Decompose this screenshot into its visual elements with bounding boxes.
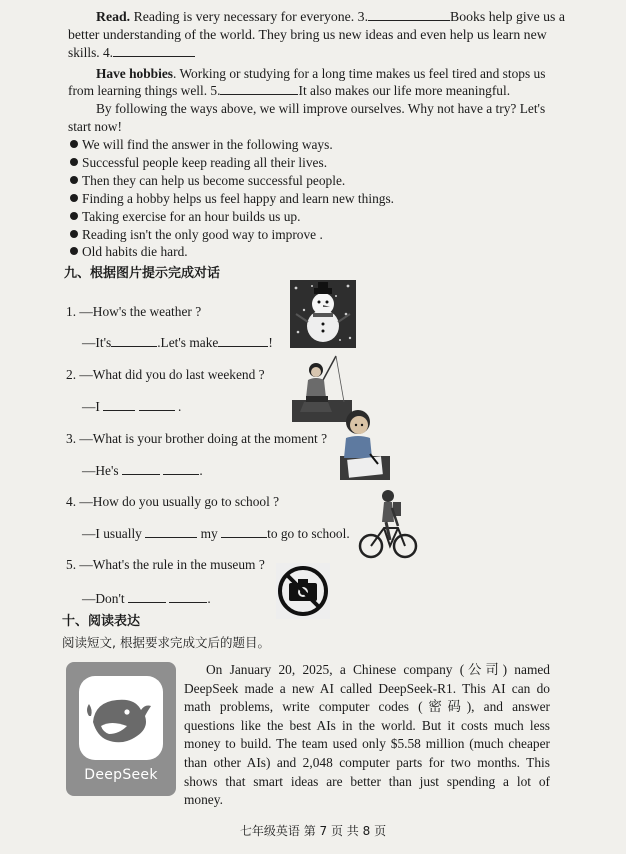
no-camera-icon [276, 563, 330, 619]
blank-4[interactable] [113, 44, 195, 57]
passage-line: shows that smart ideas are better than just spending a lot of [184, 773, 550, 789]
hobby-heading: Have hobbies [96, 66, 174, 81]
section-10-title: 十、阅读表达 [62, 614, 141, 629]
bullet-icon [70, 176, 78, 184]
hobby-paragraph-line1: Have hobbies. Working or studying for a long time makes us feel tired and stops us [96, 66, 546, 81]
option-item: Successful people keep reading all their lives. [70, 154, 327, 171]
dialogue-5-question: 5. —What's the rule in the museum ? [66, 557, 265, 572]
whale-icon [79, 676, 163, 760]
bullet-icon [70, 140, 78, 148]
deepseek-logo [66, 662, 176, 796]
passage-line: money to build. The team used only $5.58 million (much cheaper [184, 736, 550, 752]
answer-blank[interactable] [221, 525, 267, 538]
boy-drawing-icon [330, 406, 394, 482]
answer-blank[interactable] [122, 462, 160, 475]
dialogue-3-answer: —He's . [82, 463, 203, 478]
option-item: Taking exercise for an hour builds us up. [70, 208, 300, 225]
hobby-paragraph-line2: from learning things well. 5. It also makes our life more meaningful. [68, 83, 511, 98]
answer-blank[interactable] [163, 462, 199, 475]
section-10-instruction: 阅读短文, 根据要求完成文后的题目。 [62, 635, 270, 650]
read-paragraph-line2: better understanding of the world. They bring us new ideas and even help us learn new [68, 27, 547, 42]
dialogue-1-question: 1. —How's the weather ? [66, 304, 202, 319]
dialogue-4-question: 4. —How do you usually go to school ? [66, 494, 280, 509]
passage-line: math problems, write computer codes (密码), and answer [184, 699, 550, 715]
dialogue-2-answer: —I . [82, 399, 182, 414]
answer-blank[interactable] [103, 398, 135, 411]
dialogue-2-question: 2. —What did you do last weekend ? [66, 367, 265, 382]
reading-passage [184, 661, 550, 810]
follow-paragraph-line1: By following the ways above, we will improve ourselves. Why not have a try? Let's [96, 101, 546, 116]
snowman-icon [290, 280, 356, 348]
read-heading: Read. [96, 9, 131, 24]
bicycle-rider-icon [358, 488, 418, 562]
answer-blank[interactable] [111, 334, 157, 347]
dialogue-1-answer: —It's .Let's make ! [82, 335, 273, 350]
blank-3[interactable] [368, 8, 450, 21]
option-item: Reading isn't the only good way to improve . [70, 226, 323, 243]
option-item: Old habits die hard. [70, 243, 188, 260]
answer-blank[interactable] [169, 590, 207, 603]
passage-line: than other AIs) and 2,048 computer parts for two months. This [184, 754, 550, 770]
page-footer: 七年级英语 第 7 页 共 8 页 [239, 824, 387, 838]
answer-blank[interactable] [218, 334, 268, 347]
passage-line: On January 20, 2025, a Chinese company (公司) named [206, 662, 550, 677]
bullet-icon [70, 194, 78, 202]
option-item: Then they can help us become successful people. [70, 172, 345, 189]
logo-background [79, 676, 163, 760]
answer-blank[interactable] [128, 590, 166, 603]
option-item: Finding a hobby helps us feel happy and learn new things. [70, 190, 394, 207]
follow-paragraph-line2: start now! [68, 119, 122, 134]
option-item: We will find the answer in the following ways. [70, 136, 333, 153]
dialogue-4-answer: —I usually my to go to school. [82, 526, 350, 541]
bullet-icon [70, 230, 78, 238]
bullet-icon [70, 247, 78, 255]
logo-label: DeepSeek [84, 767, 158, 783]
answer-blank[interactable] [139, 398, 175, 411]
bullet-icon [70, 158, 78, 166]
section-9-title: 九、根据图片提示完成对话 [64, 266, 221, 281]
bullet-icon [70, 212, 78, 220]
read-paragraph-line3: skills. 4. [68, 44, 195, 61]
blank-5[interactable] [220, 82, 298, 95]
read-paragraph-line1: Read. Reading is very necessary for everyone. 3. Books help give us a [96, 9, 565, 24]
dialogue-5-answer: —Don't . [82, 591, 211, 606]
answer-blank[interactable] [145, 525, 197, 538]
passage-line: questions like the best AIs in the world. But it costs much less [184, 717, 550, 733]
dialogue-3-question: 3. —What is your brother doing at the moment ? [66, 431, 328, 446]
passage-line: money. [184, 792, 223, 808]
passage-line: DeepSeek made a new AI called DeepSeek-R1. This AI can do [184, 680, 550, 696]
